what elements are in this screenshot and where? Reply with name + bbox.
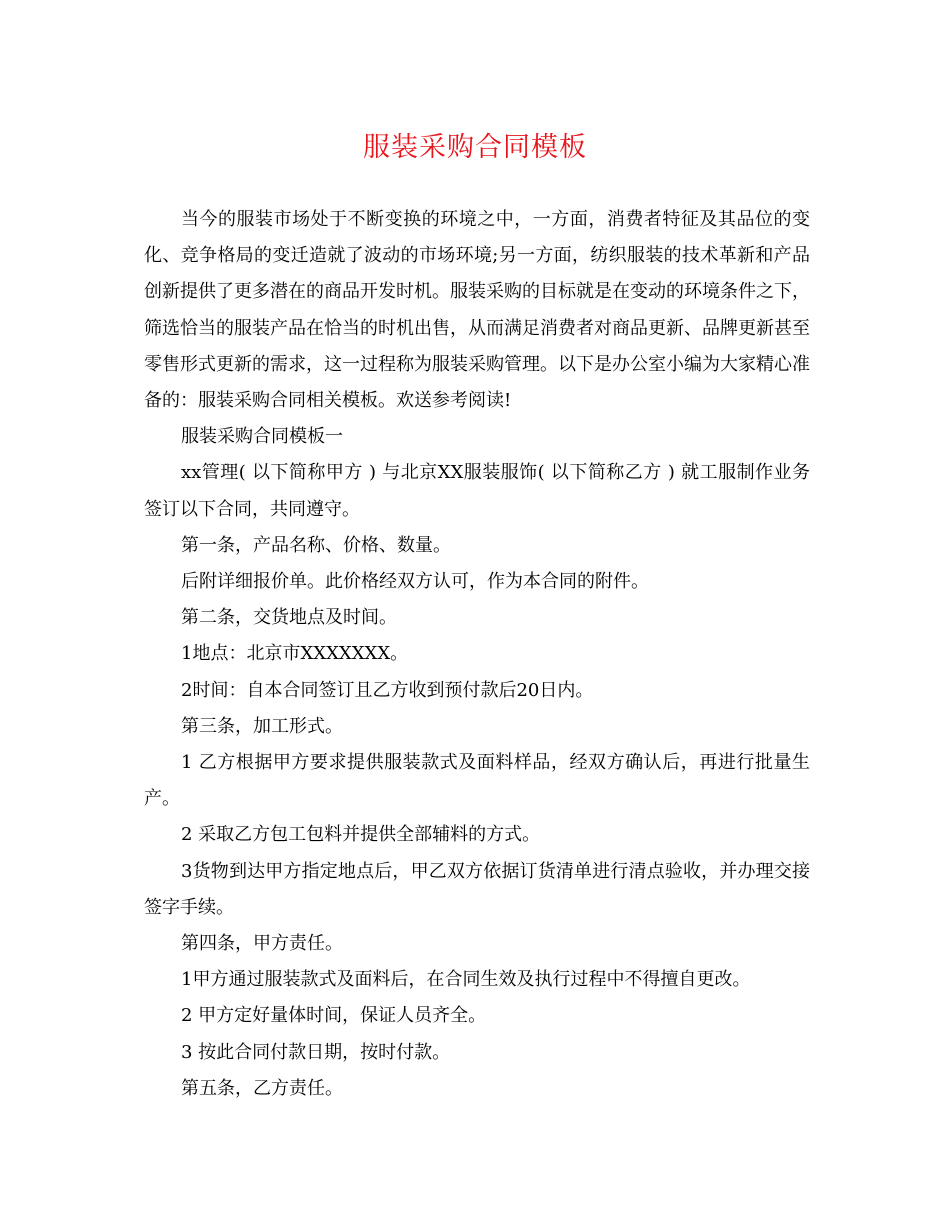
article-3-item-1: 1 乙方根据甲方要求提供服装款式及面料样品，经双方确认后，再进行批量生产。 — [144, 752, 810, 810]
article-4-item-2: 2 甲方定好量体时间，保证人员齐全。 — [181, 1005, 487, 1027]
intro-paragraph: 当今的服装市场处于不断变换的环境之中，一方面，消费者特征及其品位的变化、竞争格局的变迁造就了波动的市场环境;另一方面，纺织服装的技术革新和产品创新提供了更多潜在的商品开发时机。服装采购的目标就是在变动的环境条件之下，筛选恰当的服装产品在恰当的时机出售，从而满足消费者对商品更新、品牌更新甚至零售形式更新的需求，这一过程称为服装采购管理。以下是办公室小编为大家精心准备的：服装采购合同相关模板。欢送参考阅读! — [144, 209, 810, 412]
article-3-heading: 第三条，加工形式。 — [181, 715, 343, 737]
article-2-item-2: 2时间：自本合同签订且乙方收到预付款后20日内。 — [181, 679, 594, 701]
article-2-heading: 第二条，交货地点及时间。 — [181, 607, 397, 629]
article-2-item-1: 1地点：北京市XXXXXXX。 — [181, 643, 409, 665]
document-body — [144, 202, 810, 1107]
contract-parties-paragraph: xx管理( 以下简称甲方 ) 与北京XX服装服饰( 以下简称乙方 ) 就工服制作业务签订以下合同，共同遵守。 — [144, 462, 810, 520]
article-4-item-1: 1甲方通过服装款式及面料后，在合同生效及执行过程中不得擅自更改。 — [181, 969, 751, 991]
article-5-heading: 第五条，乙方责任。 — [181, 1077, 343, 1099]
template-heading: 服装采购合同模板一 — [181, 426, 343, 448]
article-4-heading: 第四条，甲方责任。 — [181, 933, 343, 955]
article-4-item-3: 3 按此合同付款日期，按时付款。 — [181, 1041, 451, 1063]
article-3-item-3: 3货物到达甲方指定地点后，甲乙双方依据订货清单进行清点验收，并办理交接签字手续。 — [144, 860, 810, 918]
document-title: 服装采购合同模板 — [363, 132, 587, 163]
article-1-heading: 第一条，产品名称、价格、数量。 — [181, 534, 451, 556]
article-3-item-2: 2 采取乙方包工包料并提供全部辅料的方式。 — [181, 824, 541, 846]
article-1-text: 后附详细报价单。此价格经双方认可，作为本合同的附件。 — [181, 571, 649, 593]
